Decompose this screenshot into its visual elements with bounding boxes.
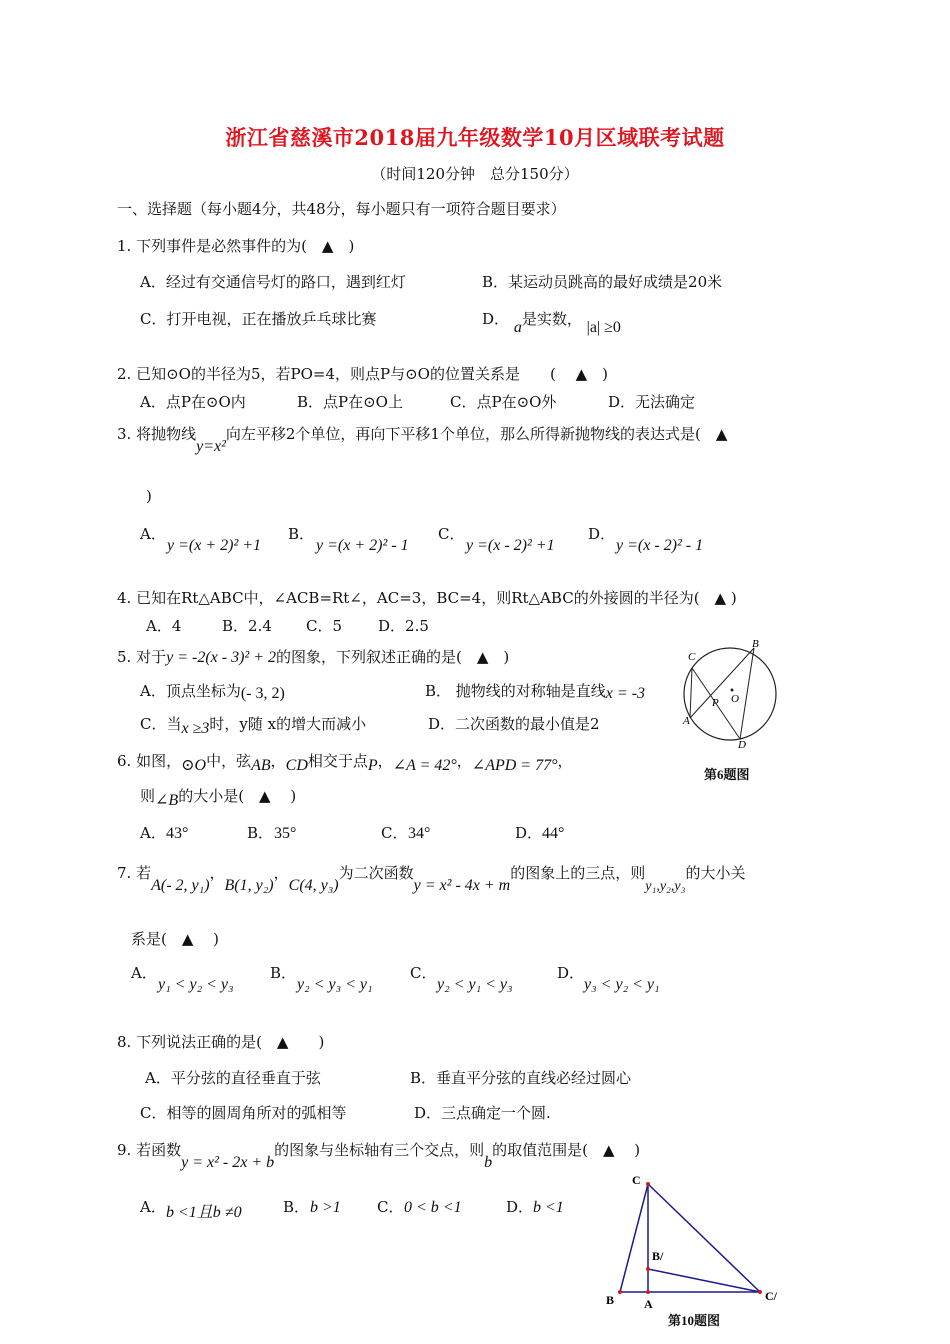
question-5-stem	[117, 646, 509, 667]
question-3-label-b: B．	[288, 525, 315, 543]
segment-b-prime-c-prime	[648, 1269, 760, 1292]
math-expression: y₁,y₂,y₃	[645, 879, 686, 894]
question-5-option-a	[140, 680, 285, 701]
question-7-stem	[117, 862, 746, 894]
circle-o	[684, 648, 776, 740]
option-text: B． 抛物线的对称轴是直线	[425, 682, 606, 700]
question-7-label-c: C．	[410, 964, 437, 982]
label-c: C	[632, 1173, 641, 1187]
question-3-option-d: y =(x - 2)² - 1	[616, 537, 704, 554]
question-1-option-a: A．经过有交通信号灯的路口，遇到红灯	[140, 273, 406, 291]
stem-text: ，	[557, 752, 573, 770]
question-9-option-c: 0 < b <1	[404, 1199, 462, 1216]
question-6-option-b: 35°	[274, 825, 297, 842]
label-d: D	[738, 739, 746, 750]
question-3-label-d: D．	[588, 525, 616, 543]
question-9-label-a: A．	[140, 1198, 166, 1216]
question-2-option-c: C．点P在⊙O外	[450, 393, 557, 411]
question-1-stem: 1. 下列事件是必然事件的为( ▲ )	[117, 237, 355, 255]
question-1-option-b: B．某运动员跳高的最好成绩是20米	[482, 273, 723, 291]
math-expression: |a| ≥0	[586, 319, 621, 336]
label-a: A	[683, 715, 690, 727]
section-heading: 一、选择题（每小题4分，共48分，每小题只有一项符合题目要求）	[117, 200, 566, 218]
question-7-option-d: y₃ < y₂ < y₁	[584, 976, 660, 993]
question-3-option-a: y =(x + 2)² +1	[167, 537, 262, 554]
math-variable: a	[513, 319, 522, 336]
label-b-prime: B/	[652, 1249, 664, 1263]
label-a: A	[644, 1297, 653, 1311]
question-8-stem: 8. 下列说法正确的是( ▲ )	[117, 1033, 325, 1051]
question-6-label-a: A．	[140, 824, 166, 842]
question-4-option-c: C．5	[306, 617, 343, 635]
stem-text: 5. 对于	[117, 648, 167, 666]
math-expression: AB	[251, 757, 271, 774]
segment-ac	[690, 668, 692, 718]
stem-text: 相交于点	[307, 752, 368, 770]
page-title: 浙江省慈溪市2018届九年级数学10月区域联考试题	[225, 125, 725, 150]
math-expression: B(1, y₂)	[224, 877, 274, 894]
question-3-stem	[117, 423, 728, 455]
stem-text: 的取值范围是( ▲ )	[492, 1141, 641, 1159]
option-text: 时，y随 x的增大而减小	[209, 715, 367, 733]
stem-text: 9. 若函数	[117, 1141, 182, 1159]
question-4-option-b: B．2.4	[222, 617, 272, 635]
stem-text: 6. 如图，	[117, 752, 182, 770]
label-p: P	[712, 697, 719, 709]
stem-text: 的图象，下列叙述正确的是( ▲ )	[276, 648, 510, 666]
question-6-label-c: C．	[381, 824, 408, 842]
math-expression: ∠B	[155, 792, 179, 809]
stem-text: ，	[209, 864, 225, 882]
question-5-option-b	[425, 680, 645, 701]
point-b	[618, 1290, 622, 1294]
label-c-prime: C/	[765, 1289, 777, 1303]
question-2-option-d: D．无法确定	[608, 393, 696, 411]
stem-text: 的图象与坐标轴有三个交点，则	[274, 1141, 485, 1159]
question-6-label-d: D．	[515, 824, 543, 842]
question-6-line-2	[140, 785, 297, 809]
point-a	[646, 1290, 650, 1294]
option-text: A．顶点坐标为	[140, 682, 241, 700]
question-9-option-a: b <1且b ≠0	[166, 1204, 242, 1221]
stem-text: 中，弦	[206, 752, 252, 770]
question-5-option-d: D．二次函数的最小值是2	[428, 715, 600, 733]
question-4-option-a: A．4	[146, 617, 182, 635]
question-3-option-b: y =(x + 2)² - 1	[316, 537, 409, 554]
question-5-option-c	[140, 713, 367, 737]
stem-text: 的大小是( ▲ )	[178, 787, 297, 805]
question-6-caption: 第6题图	[704, 767, 750, 782]
stem-text: ，	[273, 864, 289, 882]
exam-time-info: （时间120分钟 总分150分）	[371, 165, 579, 183]
question-7-label-b: B．	[270, 964, 297, 982]
math-variable: b	[484, 1154, 493, 1171]
math-expression: x = -3	[605, 685, 646, 702]
question-8-option-d: D．三点确定一个圆.	[414, 1104, 551, 1122]
question-9-stem	[117, 1139, 641, 1171]
question-6-option-c: 34°	[408, 825, 431, 842]
question-9-label-d: D．	[506, 1198, 534, 1216]
math-expression: y = -2(x - 3)² + 2	[166, 649, 276, 666]
math-expression: (- 3, 2)	[240, 685, 285, 702]
math-expression: y=x²	[196, 438, 226, 455]
math-expression: CD	[285, 757, 308, 774]
stem-text: 的大小关	[685, 864, 746, 882]
question-8-option-c: C．相等的圆周角所对的弧相等	[140, 1104, 347, 1122]
stem-text: ，	[456, 752, 472, 770]
point-b-prime	[646, 1267, 650, 1271]
stem-text: 则	[140, 787, 156, 805]
label-b: B	[606, 1293, 615, 1307]
math-expression: x ≥3	[181, 720, 210, 737]
question-6-option-a: 43°	[166, 825, 189, 842]
question-7-label-d: D．	[557, 964, 585, 982]
stem-text: 向左平移2个单位，再向下平移1个单位，那么所得新抛物线的表达式是( ▲	[225, 425, 728, 443]
question-7-label-a: A．	[131, 964, 157, 982]
question-8-option-b: B．垂直平分弦的直线必经过圆心	[410, 1069, 632, 1087]
point-c-prime	[758, 1290, 762, 1294]
question-4-stem: 4. 已知在Rt△ABC中，∠ACB=Rt∠，AC=3，BC=4，则Rt△ABC的外接圆的半径为( ▲ )	[117, 589, 737, 607]
question-7-option-a: y₁ < y₂ < y₃	[158, 976, 234, 993]
question-9-label-b: B．	[283, 1198, 310, 1216]
math-expression: y = x² - 4x + m	[413, 877, 511, 894]
question-2-option-b: B．点P在⊙O上	[297, 393, 403, 411]
stem-text: ，	[270, 752, 286, 770]
stem-text: ，	[377, 752, 393, 770]
math-expression: ∠A = 42°	[392, 757, 457, 774]
label-o: O	[731, 693, 739, 705]
question-10-figure	[598, 1168, 788, 1318]
question-3-close-paren: )	[146, 487, 152, 505]
point-c	[646, 1182, 650, 1186]
math-expression: ⊙O	[181, 757, 207, 774]
question-9-option-d: b <1	[533, 1199, 564, 1216]
math-expression: P	[367, 757, 378, 774]
question-1-option-d	[482, 308, 621, 336]
question-6-option-d: 44°	[542, 825, 565, 842]
segment-cc-prime	[648, 1184, 760, 1292]
stem-text: 7. 若	[117, 864, 152, 882]
stem-text: 的图象上的三点，则	[510, 864, 646, 882]
question-6-figure	[680, 636, 790, 750]
question-7-option-b: y₂ < y₃ < y₁	[297, 976, 373, 993]
question-7-line-2: 系是( ▲ )	[131, 930, 220, 948]
question-3-label-c: C．	[438, 525, 465, 543]
center-dot	[731, 689, 734, 692]
question-3-option-c: y =(x - 2)² +1	[466, 537, 555, 554]
math-expression: C(4, y₃)	[288, 877, 339, 894]
label-b: B	[752, 638, 759, 650]
question-3-label-a: A．	[140, 525, 166, 543]
math-expression: y = x² - 2x + b	[181, 1154, 275, 1171]
label-c: C	[688, 651, 696, 663]
math-expression: ∠APD = 77°	[471, 757, 558, 774]
stem-text: 为二次函数	[338, 864, 414, 882]
math-expression: A(- 2, y₁)	[151, 877, 210, 894]
question-2-stem: 2. 已知⊙O的半径为5，若PO=4，则点P与⊙O的位置关系是 ( ▲ )	[117, 365, 608, 383]
question-8-option-a: A．平分弦的直径垂直于弦	[145, 1069, 321, 1087]
option-text: C．当	[140, 715, 182, 733]
option-label: D．	[482, 310, 510, 328]
question-7-option-c: y₂ < y₁ < y₃	[437, 976, 513, 993]
question-1-option-c: C．打开电视，正在播放乒乓球比赛	[140, 310, 377, 328]
stem-text: 3. 将抛物线	[117, 425, 197, 443]
segment-cb	[620, 1184, 648, 1292]
question-2-option-a: A．点P在⊙O内	[140, 393, 246, 411]
option-text: 是实数，	[521, 310, 582, 328]
question-4-option-d: D．2.5	[378, 617, 429, 635]
question-9-option-b: b >1	[310, 1199, 341, 1216]
question-6-stem	[117, 750, 573, 774]
question-10-caption: 第10题图	[668, 1313, 721, 1328]
question-6-label-b: B．	[247, 824, 274, 842]
question-9-label-c: C．	[377, 1198, 404, 1216]
